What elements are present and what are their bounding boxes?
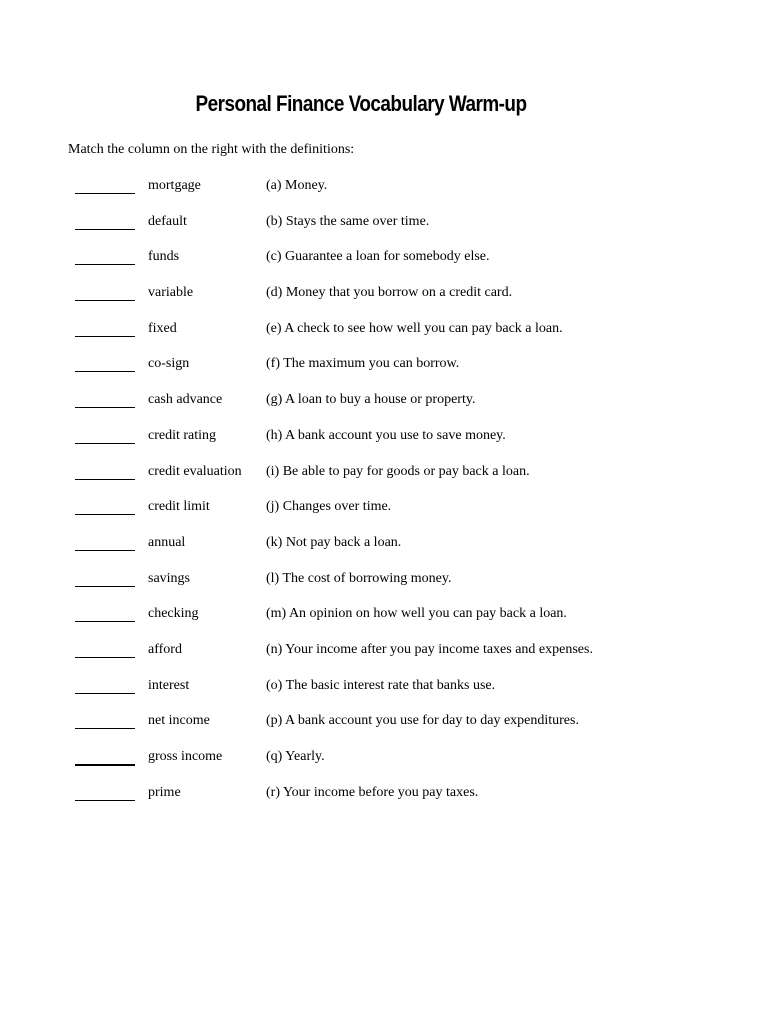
answer-blank[interactable] bbox=[75, 371, 135, 372]
answer-blank[interactable] bbox=[75, 264, 135, 265]
answer-blank[interactable] bbox=[75, 728, 135, 729]
matching-row bbox=[0, 499, 768, 535]
term-label: default bbox=[148, 213, 187, 229]
answer-blank[interactable] bbox=[75, 229, 135, 230]
matching-row bbox=[0, 249, 768, 285]
answer-blank[interactable] bbox=[75, 657, 135, 658]
definition-text: (j) Changes over time. bbox=[266, 499, 392, 515]
matching-row bbox=[0, 785, 768, 821]
matching-row bbox=[0, 178, 768, 214]
matching-row bbox=[0, 642, 768, 678]
definition-text: (o) The basic interest rate that banks use. bbox=[266, 677, 496, 693]
definition-text: (f) The maximum you can borrow. bbox=[266, 356, 460, 372]
term-label: interest bbox=[148, 677, 190, 693]
matching-row bbox=[0, 321, 768, 357]
answer-blank[interactable] bbox=[75, 621, 135, 622]
term-label: credit rating bbox=[148, 427, 217, 443]
definition-text: (i) Be able to pay for goods or pay back a loan. bbox=[266, 463, 530, 479]
answer-blank[interactable] bbox=[75, 443, 135, 444]
term-label: fixed bbox=[148, 320, 177, 336]
definition-text: (d) Money that you borrow on a credit card. bbox=[266, 285, 513, 301]
matching-list bbox=[0, 178, 768, 820]
matching-row bbox=[0, 535, 768, 571]
matching-row bbox=[0, 713, 768, 749]
term-label: checking bbox=[148, 606, 199, 622]
definition-text: (m) An opinion on how well you can pay back a loan. bbox=[266, 606, 567, 622]
answer-blank[interactable] bbox=[75, 550, 135, 551]
matching-row bbox=[0, 428, 768, 464]
answer-blank[interactable] bbox=[75, 300, 135, 301]
answer-blank[interactable] bbox=[75, 336, 135, 337]
answer-blank[interactable] bbox=[75, 764, 135, 766]
term-label: funds bbox=[148, 249, 180, 265]
term-label: mortgage bbox=[148, 178, 201, 193]
term-label: cash advance bbox=[148, 392, 223, 408]
answer-blank[interactable] bbox=[75, 800, 135, 801]
answer-blank[interactable] bbox=[75, 693, 135, 694]
definition-text: (a) Money. bbox=[266, 178, 328, 193]
definition-text: (k) Not pay back a loan. bbox=[266, 534, 402, 550]
answer-blank[interactable] bbox=[75, 193, 135, 194]
term-label: net income bbox=[148, 713, 210, 729]
matching-row bbox=[0, 392, 768, 428]
term-label: annual bbox=[148, 534, 186, 550]
definition-text: (q) Yearly. bbox=[266, 749, 325, 764]
definition-text: (l) The cost of borrowing money. bbox=[266, 570, 452, 586]
matching-row bbox=[0, 571, 768, 607]
definition-text: (p) A bank account you use for day to day expenditures. bbox=[266, 713, 579, 729]
definition-text: (h) A bank account you use to save money. bbox=[266, 427, 506, 443]
term-label: gross income bbox=[148, 749, 223, 764]
worksheet-title: Personal Finance Vocabulary Warm-up bbox=[195, 91, 527, 116]
answer-blank[interactable] bbox=[75, 586, 135, 587]
term-label: credit limit bbox=[148, 499, 210, 515]
definition-text: (e) A check to see how well you can pay back a loan. bbox=[266, 320, 563, 336]
definition-text: (r) Your income before you pay taxes. bbox=[266, 784, 479, 800]
matching-row bbox=[0, 285, 768, 321]
matching-row bbox=[0, 678, 768, 714]
definition-text: (n) Your income after you pay income taxes and expenses. bbox=[266, 641, 593, 657]
matching-row bbox=[0, 214, 768, 250]
matching-row bbox=[0, 606, 768, 642]
definition-text: (b) Stays the same over time. bbox=[266, 213, 430, 229]
definition-text: (c) Guarantee a loan for somebody else. bbox=[266, 249, 490, 265]
answer-blank[interactable] bbox=[75, 407, 135, 408]
matching-row bbox=[0, 464, 768, 500]
answer-blank[interactable] bbox=[75, 514, 135, 515]
matching-row bbox=[0, 356, 768, 392]
matching-row bbox=[0, 749, 768, 785]
term-label: prime bbox=[148, 784, 181, 800]
term-label: variable bbox=[148, 285, 194, 301]
answer-blank[interactable] bbox=[75, 479, 135, 480]
instructions-text: Match the column on the right with the definitions: bbox=[68, 142, 355, 157]
term-label: credit evaluation bbox=[148, 463, 242, 479]
term-label: co-sign bbox=[148, 356, 190, 372]
definition-text: (g) A loan to buy a house or property. bbox=[266, 392, 476, 408]
term-label: afford bbox=[148, 641, 182, 657]
term-label: savings bbox=[148, 570, 190, 586]
